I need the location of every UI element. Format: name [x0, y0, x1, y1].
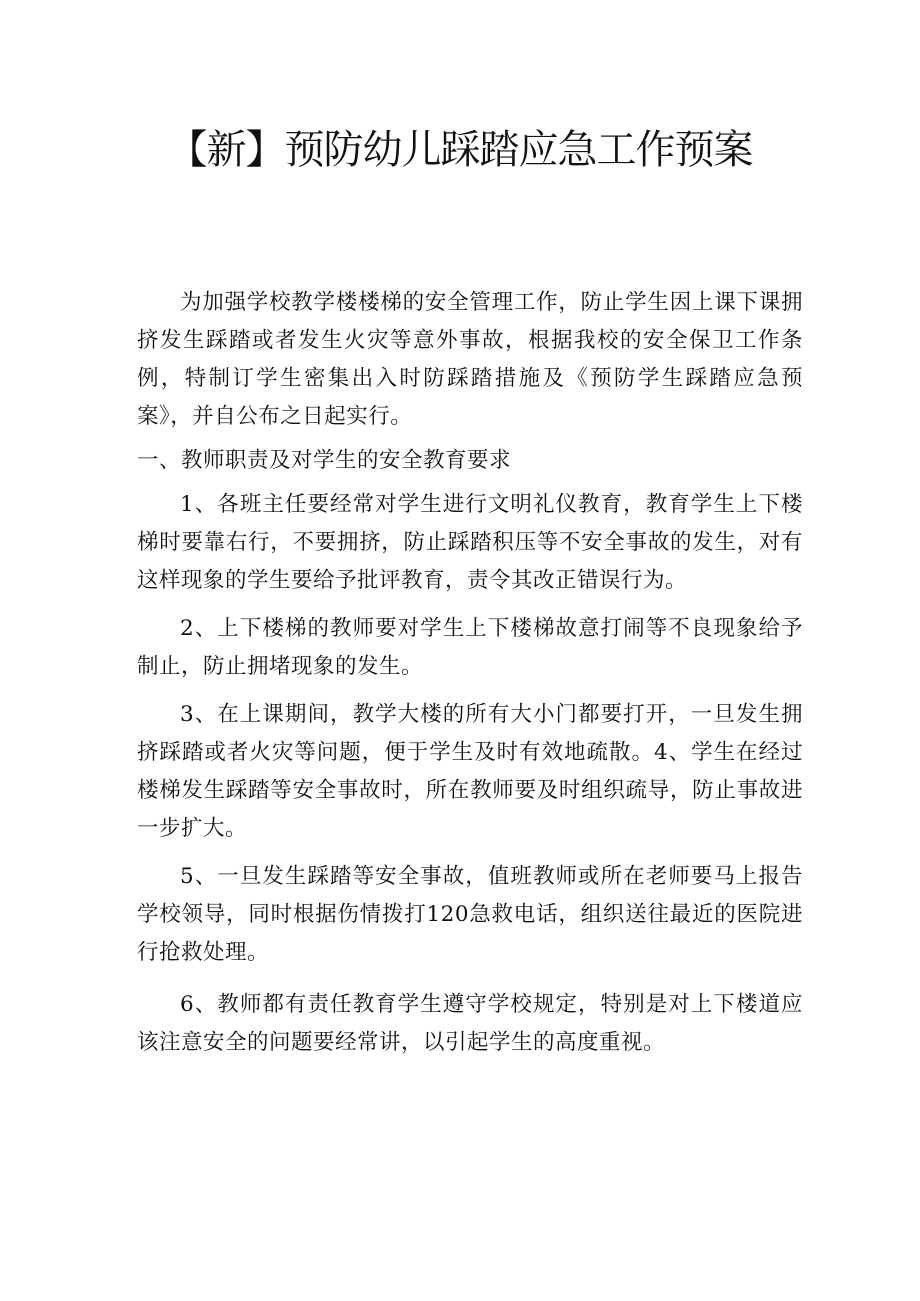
item-paragraph-5: 5、一旦发生踩踏等安全事故，值班教师或所在老师要马上报告学校领导，同时根据伤情拨打120急救电话，组织送往最近的医院进行抢救处理。 — [137, 864, 803, 965]
section-heading: 一、教师职责及对学生的安全教育要求 — [137, 448, 512, 473]
document-body — [137, 284, 803, 1062]
item-paragraph-1: 1、各班主任要经常对学生进行文明礼仪教育，教育学生上下楼梯时要靠右行，不要拥挤，防止踩踏积压等不安全事故的发生，对有这样现象的学生要给予批评教育，责令其改正错误行为。 — [137, 492, 803, 593]
intro-paragraph: 为加强学校教学楼楼梯的安全管理工作，防止学生因上课下课拥挤发生踩踏或者发生火灾等意外事故，根据我校的安全保卫工作条例，特制订学生密集出入时防踩踏措施及《预防学生踩踏应急预案》，并自公布之日起实行。 — [137, 290, 803, 429]
item-paragraph-2: 2、上下楼梯的教师要对学生上下楼梯故意打闹等不良现象给予制止，防止拥堵现象的发生。 — [137, 616, 803, 679]
item-paragraph-3-4: 3、在上课期间，教学大楼的所有大小门都要打开，一旦发生拥挤踩踏或者火灾等问题，便于学生及时有效地疏散。4、学生在经过楼梯发生踩踏等安全事故时，所在教师要及时组织疏导，防止事故进一步扩大。 — [137, 702, 803, 841]
document-title: 【新】预防幼儿踩踏应急工作预案 — [167, 127, 753, 173]
item-paragraph-6: 6、教师都有责任教育学生遵守学校规定，特别是对上下楼道应该注意安全的问题要经常讲，以引起学生的高度重视。 — [137, 992, 803, 1055]
